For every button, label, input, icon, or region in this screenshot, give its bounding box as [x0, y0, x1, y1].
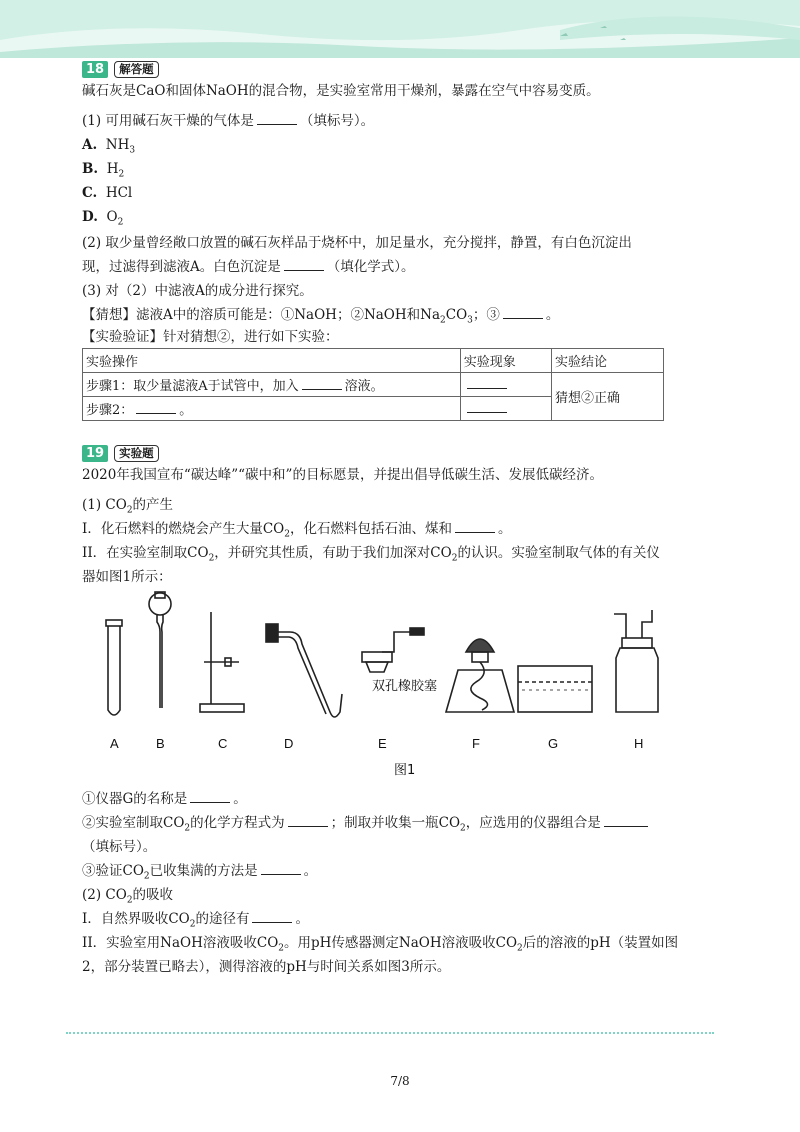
- q18-part2-line1: (2) 取少量曾经敞口放置的碱石灰样品于烧杯中，加足量水，充分搅拌，静置，有白色沉淀出: [82, 235, 632, 251]
- answer-blank[interactable]: [503, 306, 543, 319]
- q19-q2-line2: （填标号）。: [82, 839, 157, 855]
- answer-blank[interactable]: [302, 377, 342, 390]
- q19-q2: ②实验室制取$CO_2$的化学方程式为 ；制取并收集一瓶$CO_2$，应选用的仪器组合是: [82, 814, 651, 838]
- two-hole-stopper-icon: [362, 628, 424, 672]
- q18-part1: (1) 可用碱石灰干燥的气体是 （填标号）。: [82, 113, 375, 129]
- q19-q3: ③验证$CO_2$已收集满的方法是 。: [82, 863, 318, 882]
- alcohol-lamp-icon: [446, 639, 514, 712]
- water-trough-icon: [518, 666, 592, 712]
- question-18-header: [82, 60, 159, 78]
- q19-item-ii: II．在实验室制取$CO_2$，并研究其性质，有助于我们加深对$CO_2$的认识。实验室制取气体的有关仪: [82, 545, 660, 564]
- table-header-row: [83, 349, 664, 373]
- header-banner: [0, 0, 800, 58]
- long-funnel-icon: [149, 592, 171, 708]
- q19-section2: (2) $CO_2$的吸收: [82, 887, 174, 906]
- q18-part3: (3) 对（2）中滤液A的成分进行探究。: [82, 283, 313, 299]
- question-type-badge: 解答题: [114, 61, 159, 78]
- option-d: D. $O_2$: [82, 209, 124, 228]
- figure-label: F: [472, 736, 480, 751]
- figure-label: E: [378, 736, 387, 751]
- figure-label: A: [110, 736, 119, 751]
- question-type-badge: 实验题: [114, 445, 159, 462]
- q19-item-i: I．化石燃料的燃烧会产生大量$CO_2$，化石燃料包括石油、煤和 。: [82, 521, 512, 540]
- q19-absorb-ii: II．实验室用NaOH溶液吸收$CO_2$。用pH传感器测定NaOH溶液吸收$CO_2$后的溶液的pH（装置如图: [82, 935, 679, 954]
- table-header: 实验操作: [83, 349, 461, 373]
- answer-blank[interactable]: [136, 401, 176, 414]
- q19-absorb-i: I．自然界吸收$CO_2$的途径有 。: [82, 911, 309, 930]
- test-tube-icon: [106, 620, 122, 715]
- table-cell: [460, 373, 551, 397]
- answer-blank[interactable]: [252, 910, 292, 923]
- q19-item-ii-line2: 器如图1所示：: [82, 569, 172, 585]
- gas-collecting-bottle-icon: [614, 610, 658, 712]
- option-a: A. $NH_3$: [82, 137, 136, 156]
- figure-1-apparatus: [14, 562, 674, 782]
- answer-blank[interactable]: [288, 814, 328, 827]
- figure-caption: 图1: [394, 763, 416, 778]
- question-19-header: [82, 444, 159, 462]
- table-cell: 步骤2： 。: [83, 397, 461, 421]
- table-header: 实验结论: [551, 349, 663, 373]
- experiment-table: [82, 348, 664, 421]
- option-b: B. $H_2$: [82, 161, 125, 180]
- option-c: C. HCl: [82, 185, 133, 201]
- figure-label: D: [284, 736, 294, 751]
- stopper-label: 双孔橡胶塞: [372, 679, 438, 694]
- answer-blank[interactable]: [455, 520, 495, 533]
- question-number: 18: [82, 61, 108, 78]
- table-cell-conclusion: 猜想②正确: [551, 373, 663, 421]
- answer-blank[interactable]: [604, 814, 648, 827]
- figure-label: B: [156, 736, 165, 751]
- figure-label: G: [548, 736, 559, 751]
- table-cell: 步骤1：取少量滤液A于试管中，加入 溶液。: [83, 373, 461, 397]
- answer-blank[interactable]: [261, 862, 301, 875]
- q18-guess: 【猜想】滤液A中的溶质可能是：①NaOH；②NaOH和$Na_2CO_3$；③ 。: [82, 307, 560, 326]
- figure-label: H: [634, 736, 644, 751]
- q19-intro: 2020年我国宣布“碳达峰”“碳中和”的目标愿景，并提出倡导低碳生活、发展低碳经济。: [82, 467, 603, 483]
- q19-section1: (1) $CO_2$的产生: [82, 497, 174, 516]
- figure-label: C: [218, 736, 228, 751]
- question-number: 19: [82, 445, 108, 462]
- answer-blank[interactable]: [467, 376, 507, 389]
- q19-q1: ①仪器G的名称是 。: [82, 791, 247, 807]
- delivery-tube-icon: [266, 624, 342, 717]
- q19-absorb-ii-line2: 2，部分装置已略去），测得溶液的pH与时间关系如图3所示。: [82, 959, 451, 975]
- page-number: 7/8: [390, 1074, 410, 1088]
- iron-stand-icon: [200, 612, 244, 712]
- answer-blank[interactable]: [190, 790, 230, 803]
- table-row: [83, 373, 664, 397]
- table-cell: [460, 397, 551, 421]
- footer-divider: [66, 1032, 714, 1034]
- q18-verify: 【实验验证】针对猜想②，进行如下实验：: [82, 329, 339, 345]
- answer-blank[interactable]: [257, 112, 297, 125]
- answer-blank[interactable]: [467, 400, 507, 413]
- answer-blank[interactable]: [284, 258, 324, 271]
- table-header: 实验现象: [460, 349, 551, 373]
- q18-part2-line2: 现，过滤得到滤液A。白色沉淀是 （填化学式）。: [82, 259, 415, 275]
- q18-intro: 碱石灰是CaO和固体NaOH的混合物，是实验室常用干燥剂，暴露在空气中容易变质。: [82, 83, 600, 99]
